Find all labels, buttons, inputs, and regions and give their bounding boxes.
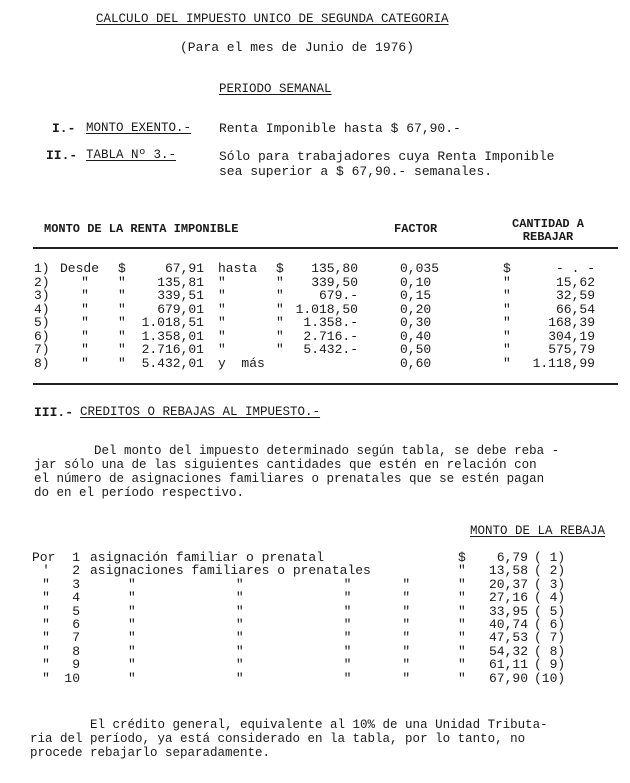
credit-amount: 47,53 xyxy=(488,630,528,646)
credit-cur: " xyxy=(458,563,466,579)
cell-to: 679.- xyxy=(318,288,358,303)
cell-hasta: " xyxy=(218,274,226,290)
credit-ref: (10) xyxy=(534,670,566,686)
cell-to: 1.018,50 xyxy=(295,301,358,317)
cell-from: 1.018,51 xyxy=(141,315,204,330)
cell-cur1: " xyxy=(118,342,126,357)
cell-n: 7) xyxy=(34,342,50,357)
cell-factor: 0,50 xyxy=(400,342,432,357)
credit-por: " xyxy=(42,590,50,606)
credit-ref: ( 6) xyxy=(534,617,566,632)
cell-cur2: " xyxy=(276,288,284,303)
credit-por: ' xyxy=(42,563,50,579)
section-3-label: CREDITOS O REBAJAS AL IMPUESTO.- xyxy=(80,405,321,419)
document-title: CALCULO DEL IMPUESTO UNICO DE SEGUNDA CATEGORIA xyxy=(96,12,449,26)
credit-por: " xyxy=(42,603,50,619)
cell-factor: 0,15 xyxy=(400,288,432,303)
table-header-factor: FACTOR xyxy=(394,222,438,236)
credit-ref: ( 1) xyxy=(534,550,566,565)
credit-n: 9 xyxy=(72,657,80,673)
credit-amount: 67,90 xyxy=(488,670,528,686)
cell-cur3: " xyxy=(503,342,511,357)
cell-n: 3) xyxy=(34,288,50,303)
credit-ref: ( 8) xyxy=(534,643,566,659)
cell-from: 679,01 xyxy=(157,301,204,317)
cell-cur1: " xyxy=(118,328,126,344)
section-3-number: III.- xyxy=(34,405,74,420)
credit-desc: " " " " xyxy=(128,657,413,673)
cell-cur1: $ xyxy=(118,261,126,276)
cell-cur2: " xyxy=(276,315,284,330)
credit-ref: ( 3) xyxy=(534,576,566,592)
section-1-number: I.- xyxy=(52,121,76,136)
table-row xyxy=(0,276,630,289)
cell-to: 339,50 xyxy=(311,274,358,290)
credit-cur: " xyxy=(458,590,466,606)
cell-cur3: " xyxy=(503,315,511,330)
credit-ref: ( 7) xyxy=(534,630,566,646)
credit-desc: " " " " xyxy=(128,670,413,686)
credit-amount: 13,58 xyxy=(488,563,528,579)
credit-desc: asignaciones familiares o prenatales xyxy=(90,563,371,579)
cell-rebajar: - . - xyxy=(555,261,595,276)
credit-n: 6 xyxy=(72,617,80,632)
section-2-number: II.- xyxy=(46,148,78,163)
credit-amount: 33,95 xyxy=(488,603,528,619)
cell-desde: " xyxy=(81,328,89,344)
cell-n: 2) xyxy=(34,274,50,290)
credits-header: MONTO DE LA REBAJA xyxy=(470,524,606,538)
credit-n: 3 xyxy=(72,576,80,592)
section-2-text: Sólo para trabajadores cuya Renta Imponible sea superior a $ 67,90.- semanales. xyxy=(219,149,555,179)
cell-from: 2.716,01 xyxy=(141,342,204,357)
cell-from: 67,91 xyxy=(164,261,204,276)
period-heading: PERIODO SEMANAL xyxy=(219,82,332,96)
credit-n: 2 xyxy=(72,563,80,579)
cell-cur2: " xyxy=(276,342,284,357)
cell-desde: " xyxy=(81,288,89,303)
cell-factor: 0,30 xyxy=(400,315,432,330)
credit-row xyxy=(0,578,630,591)
credit-desc: " " " " xyxy=(128,630,413,646)
cell-n: 5) xyxy=(34,315,50,330)
credit-n: 1 xyxy=(72,550,80,565)
cell-desde: " xyxy=(81,274,89,290)
credit-desc: " " " " xyxy=(128,590,413,606)
credit-n: 7 xyxy=(72,630,80,646)
section-1-label: MONTO EXENTO.- xyxy=(86,121,192,135)
cell-n: 6) xyxy=(34,328,50,344)
credit-n: 5 xyxy=(72,603,80,619)
credit-por: Por xyxy=(32,550,56,565)
document-subtitle: (Para el mes de Junio de 1976) xyxy=(180,40,415,55)
cell-cur1: " xyxy=(118,301,126,317)
cell-to: 2.716.- xyxy=(303,328,358,344)
credit-row xyxy=(0,564,630,577)
cell-rebajar: 66,54 xyxy=(555,301,595,317)
credit-ref: ( 2) xyxy=(534,563,566,579)
cell-from: 5.432,01 xyxy=(141,355,204,371)
credit-ref: ( 9) xyxy=(534,657,566,673)
cell-cur3: " xyxy=(503,274,511,290)
credit-desc: " " " " xyxy=(128,603,413,619)
credit-row xyxy=(0,658,630,671)
credit-por: " xyxy=(42,630,50,646)
cell-desde: " xyxy=(81,315,89,330)
credit-n: 4 xyxy=(72,590,80,606)
credit-amount: 54,32 xyxy=(488,643,528,659)
credit-cur: " xyxy=(458,617,466,632)
cell-rebajar: 168,39 xyxy=(548,315,595,330)
credit-row xyxy=(0,631,630,644)
table-row xyxy=(0,289,630,302)
cell-rebajar: 15,62 xyxy=(555,274,595,290)
cell-cur1: " xyxy=(118,288,126,303)
credit-ref: ( 5) xyxy=(534,603,566,619)
credit-desc: " " " " xyxy=(128,576,413,592)
cell-cur3: " xyxy=(503,288,511,303)
cell-desde: Desde xyxy=(60,261,100,276)
table-row xyxy=(0,316,630,329)
cell-factor: 0,60 xyxy=(400,355,432,371)
cell-to: 5.432.- xyxy=(303,342,358,357)
table-top-rule xyxy=(33,247,618,249)
credit-por: " xyxy=(42,576,50,592)
credit-ref: ( 4) xyxy=(534,590,566,606)
cell-cur2: " xyxy=(276,328,284,344)
credit-desc: asignación familiar o prenatal xyxy=(90,550,325,565)
credit-row xyxy=(0,618,630,631)
cell-cur2: " xyxy=(276,301,284,317)
cell-to: 135,80 xyxy=(311,261,358,276)
credit-por: " xyxy=(42,657,50,673)
cell-hasta: y más xyxy=(218,355,265,371)
table-header-cantidad: CANTIDAD A REBAJAR xyxy=(512,217,585,244)
cell-n: 4) xyxy=(34,301,50,317)
cell-n: 1) xyxy=(34,261,50,276)
cell-cur1: " xyxy=(118,315,126,330)
footer-note: El crédito general, equivalente al 10% de una Unidad Tributa- ria del período, ya está considerado en la tabla, por lo tanto, no procede rebajarlo separadamente. xyxy=(30,718,548,760)
credit-cur: " xyxy=(458,576,466,592)
cell-hasta: hasta xyxy=(218,261,258,276)
credit-row xyxy=(0,672,630,685)
cell-desde: " xyxy=(81,301,89,317)
cell-hasta: " xyxy=(218,328,226,344)
cell-rebajar: 304,19 xyxy=(548,328,595,344)
cell-cur3: " xyxy=(503,355,511,371)
cell-n: 8) xyxy=(34,355,50,371)
cell-desde: " xyxy=(81,342,89,357)
cell-cur1: " xyxy=(118,274,126,290)
credit-cur: $ xyxy=(458,550,466,565)
credit-amount: 40,74 xyxy=(488,617,528,632)
credit-row xyxy=(0,645,630,658)
credit-amount: 61,11 xyxy=(488,657,528,673)
cell-cur2: $ xyxy=(276,261,284,276)
credit-por: " xyxy=(42,643,50,659)
table-bottom-rule xyxy=(33,383,618,385)
cell-from: 339,51 xyxy=(157,288,204,303)
cell-from: 1.358,01 xyxy=(141,328,204,344)
cell-factor: 0,20 xyxy=(400,301,432,317)
credit-cur: " xyxy=(458,603,466,619)
cell-factor: 0,10 xyxy=(400,274,432,290)
cell-factor: 0,40 xyxy=(400,328,432,344)
table-row xyxy=(0,330,630,343)
cell-desde: " xyxy=(81,355,89,371)
cell-cur2: " xyxy=(276,274,284,290)
credit-row xyxy=(0,591,630,604)
table-row xyxy=(0,357,630,370)
cell-cur1: " xyxy=(118,355,126,371)
cell-from: 135,81 xyxy=(157,274,204,290)
section-3-paragraph: Del monto del impuesto determinado según tabla, se debe reba - jar sólo una de las siguientes cantidades que estén en relación con el número de asignaciones familiares o prenatales que se estén pagan do en el período respectivo. xyxy=(34,444,560,500)
cell-rebajar: 575,79 xyxy=(548,342,595,357)
cell-factor: 0,035 xyxy=(400,261,440,276)
credit-row xyxy=(0,551,630,564)
credit-desc: " " " " xyxy=(128,617,413,632)
credit-desc: " " " " xyxy=(128,643,413,659)
cell-cur3: " xyxy=(503,328,511,344)
cell-cur3: $ xyxy=(503,261,511,276)
table-header-monto: MONTO DE LA RENTA IMPONIBLE xyxy=(44,222,239,236)
credit-por: " xyxy=(42,670,50,686)
cell-cur3: " xyxy=(503,301,511,317)
cell-rebajar: 1.118,99 xyxy=(532,355,595,371)
cell-rebajar: 32,59 xyxy=(555,288,595,303)
credit-n: 8 xyxy=(72,643,80,659)
section-1-text: Renta Imponible hasta $ 67,90.- xyxy=(219,121,461,136)
credit-amount: 6,79 xyxy=(496,550,528,565)
cell-hasta: " xyxy=(218,315,226,330)
cell-hasta: " xyxy=(218,288,226,303)
credit-n: 10 xyxy=(64,670,80,686)
credit-cur: " xyxy=(458,670,466,686)
credit-amount: 20,37 xyxy=(488,576,528,592)
credit-cur: " xyxy=(458,643,466,659)
cell-hasta: " xyxy=(218,342,226,357)
cell-to: 1.358.- xyxy=(303,315,358,330)
table-row xyxy=(0,343,630,356)
credit-cur: " xyxy=(458,630,466,646)
credit-amount: 27,16 xyxy=(488,590,528,606)
credit-por: " xyxy=(42,617,50,632)
cell-hasta: " xyxy=(218,301,226,317)
table-row xyxy=(0,262,630,275)
credit-row xyxy=(0,605,630,618)
section-2-label: TABLA Nº 3.- xyxy=(86,148,177,162)
credit-cur: " xyxy=(458,657,466,673)
table-row xyxy=(0,303,630,316)
